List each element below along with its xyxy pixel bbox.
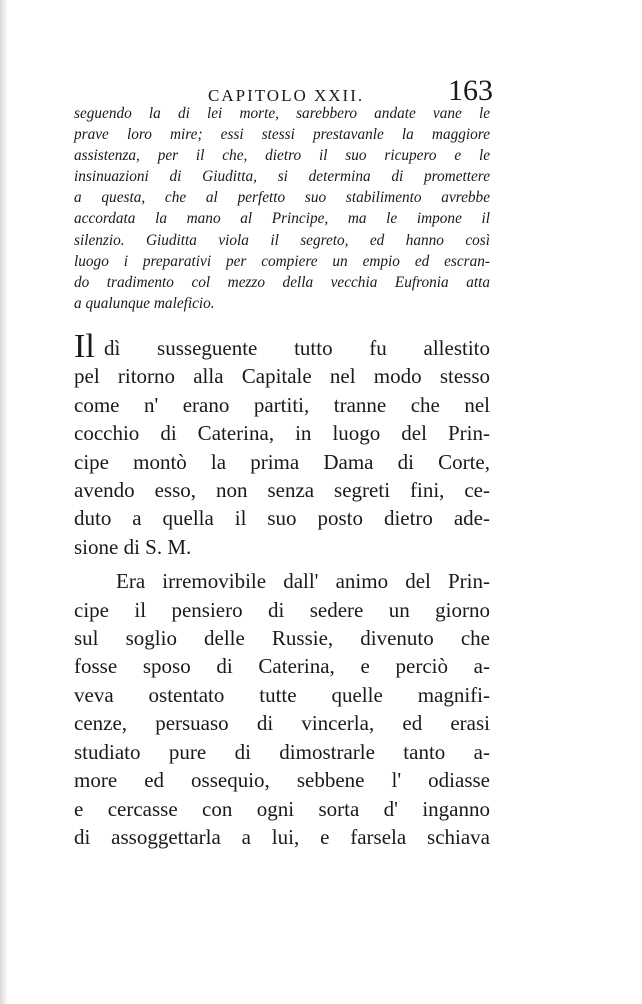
- summary-line: seguendo la di lei morte, sarebbero andate vane le: [74, 105, 490, 122]
- paragraph-line: cocchio di Caterina, in luogo del Prin-: [74, 421, 490, 446]
- summary-line: accordata la mano al Principe, ma le impone il: [74, 210, 490, 228]
- paragraph-line: come n' erano partiti, tranne che nel: [74, 392, 490, 417]
- paragraph-line: studiato pure di dimostrarle tanto a-: [74, 739, 490, 764]
- paragraph-line: avendo esso, non senza segreti fini, ce-: [74, 478, 490, 503]
- summary-line: do tradimento col mezzo della vecchia Eufronia atta: [74, 273, 490, 291]
- paragraph-first-line: [74, 328, 490, 365]
- paragraph-line: veva ostentato tutte quelle magnifi-: [74, 682, 490, 707]
- body-text: [74, 328, 490, 851]
- summary-line: a qualunque maleficio.: [74, 294, 215, 312]
- summary-line: silenzio. Giuditta viola il segreto, ed hanno così: [74, 231, 490, 249]
- paragraph-line: di assoggettarla a lui, e farsela schiava: [74, 824, 490, 849]
- paragraph-line: more ed ossequio, sebbene l' odiasse: [74, 768, 490, 793]
- paragraph-line: cipe il pensiero di sedere un giorno: [74, 597, 490, 622]
- paragraph-line: Era irremovibile dall' animo del Prin-: [116, 569, 490, 594]
- first-line-text: dì susseguente tutto fu allestito: [104, 336, 490, 360]
- page-edge-shadow: [0, 0, 8, 1004]
- page-number: 163: [448, 74, 493, 107]
- summary-line: a questa, che al perfetto suo stabilimento avrebbe: [74, 189, 490, 207]
- page-header: [0, 72, 642, 106]
- summary-line: prave loro mire; essi stessi prestavanle la maggiore: [74, 126, 490, 144]
- running-head: CAPITOLO XXII.: [208, 86, 365, 105]
- paragraph-line: duto a quella il suo posto dietro ade-: [74, 506, 490, 531]
- summary-line: luogo i preparativi per compiere un empio ed escran-: [74, 252, 490, 270]
- paragraph-line: cipe montò la prima Dama di Corte,: [74, 449, 490, 474]
- summary-line: assistenza, per il che, dietro il suo ricupero e le: [74, 147, 490, 165]
- paragraph-line: fosse sposo di Caterina, e perciò a-: [74, 654, 490, 679]
- paragraph-1: [74, 328, 490, 561]
- chapter-summary: [74, 103, 490, 314]
- paragraph-2: [74, 567, 490, 851]
- paragraph-line: cenze, persuaso di vincerla, ed erasi: [74, 711, 490, 736]
- paragraph-line: sione di S. M.: [74, 534, 192, 559]
- drop-cap: Il: [74, 328, 95, 365]
- paragraph-line: sul soglio delle Russie, divenuto che: [74, 626, 490, 651]
- paragraph-line: e cercasse con ogni sorta d' inganno: [74, 796, 490, 821]
- paragraph-line: pel ritorno alla Capitale nel modo stesso: [74, 364, 490, 389]
- summary-line: insinuazioni di Giuditta, si determina di promettere: [74, 168, 490, 186]
